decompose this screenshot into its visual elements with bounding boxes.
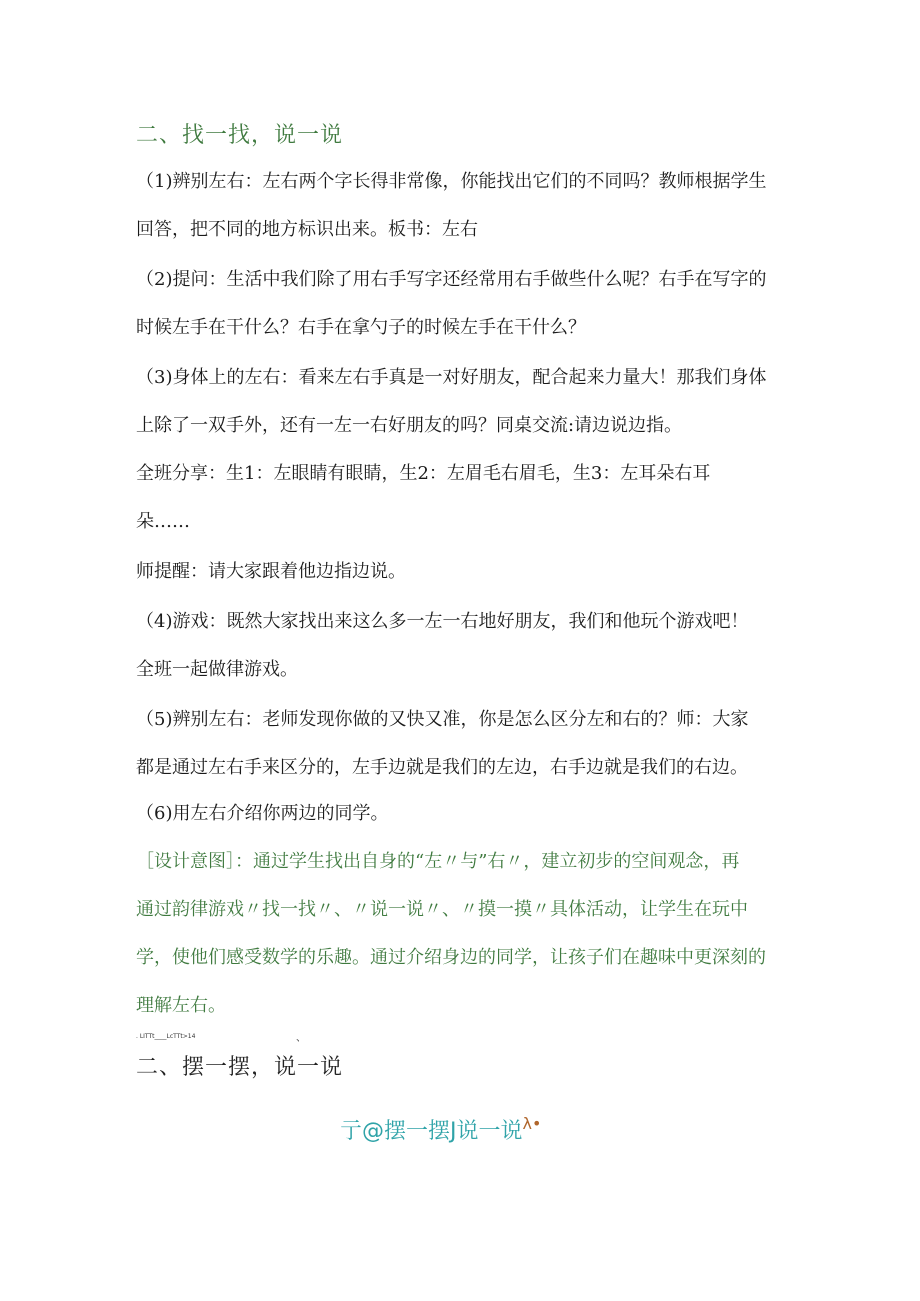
- paragraph-line: 全班分享：生1：左眼睛有眼睛，生2：左眉毛右眉毛，生3：左耳朵右耳: [136, 463, 711, 484]
- design-intent-line: 学，使他们感受数学的乐趣。通过介绍身边的同学，让孩子们在趣味中更深刻的: [136, 947, 766, 968]
- paragraph-line: （4)游戏：既然大家找出来这么多一左一右地好朋友，我们和他玩个游戏吧！: [136, 611, 749, 632]
- paragraph-line: 师提醒：请大家跟着他边指边说。: [136, 561, 406, 582]
- design-intent-line: 理解左右。: [136, 995, 226, 1016]
- paragraph-line: 时候左手在干什么？右手在拿勺子的时候左手在干什么？: [136, 317, 586, 338]
- image-caption-accent: λ•: [522, 1114, 542, 1133]
- paragraph-line: （3)身体上的左右：看来左右手真是一对好朋友，配合起来力量大！那我们身体: [136, 367, 767, 388]
- paragraph-5: [136, 696, 796, 792]
- tiny-note-mark: 、: [296, 1033, 306, 1044]
- paragraph-line: 全班一起做律游戏。: [136, 659, 298, 680]
- paragraph-line: （5)辨别左右：老师发现你做的又快又准，你是怎么区分左和右的？师：大家: [136, 709, 749, 730]
- image-caption-text: 亍@摆一摆J说一说: [340, 1119, 523, 1144]
- design-intent-line: 通过韵律游戏〃找一找〃、〃说一说〃、〃摸一摸〃具体活动，让学生在玩中: [136, 899, 748, 920]
- tiny-note: [136, 1033, 306, 1044]
- paragraph-line: （2)提问：生活中我们除了用右手写字还经常用右手做些什么呢？右手在写字的: [136, 269, 767, 290]
- paragraph-line: 都是通过左右手来区分的，左手边就是我们的左边，右手边就是我们的右边。: [136, 757, 748, 778]
- paragraph-3: [136, 354, 796, 450]
- section-title-arrange-say: 二、摆一摆，说一说: [136, 1055, 344, 1080]
- paragraph-line: 回答，把不同的地方标识出来。板书：左右: [136, 219, 478, 240]
- paragraph-line: 上除了一双手外，还有一左一右好朋友的吗？同桌交流:请边说边指。: [136, 415, 683, 436]
- tiny-note-text: . LITTt____LcTTt>14: [136, 1033, 196, 1040]
- image-caption: [340, 1114, 541, 1145]
- section-title-find-say: 二、找一找，说一说: [136, 123, 344, 148]
- paragraph-6: [136, 790, 796, 838]
- paragraph-teacher-reminder: [136, 548, 796, 596]
- paragraph-line: （1)辨别左右：左右两个字长得非常像，你能找出它们的不同吗？教师根据学生: [136, 171, 767, 192]
- paragraph-class-share: [136, 450, 796, 546]
- paragraph-4: [136, 598, 796, 694]
- design-intent: [136, 838, 796, 1030]
- paragraph-line: （6)用左右介绍你两边的同学。: [136, 803, 389, 824]
- paragraph-1: [136, 158, 796, 254]
- paragraph-2: [136, 256, 796, 352]
- paragraph-line: 朵……: [136, 511, 190, 532]
- design-intent-line: ［设计意图］：通过学生找出自身的“左〃与”右〃，建立初步的空间观念，再: [136, 851, 740, 872]
